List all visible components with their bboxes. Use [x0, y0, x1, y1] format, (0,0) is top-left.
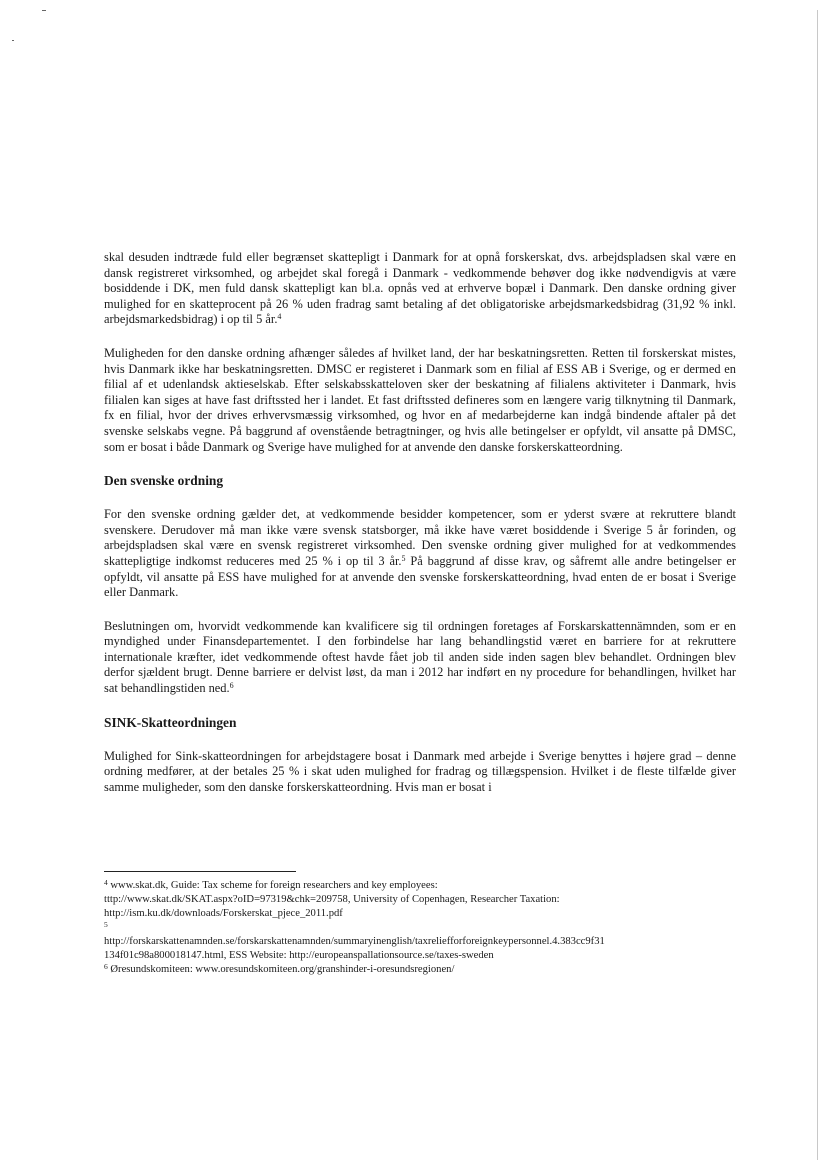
heading-sink-skatteordningen: SINK-Skatteordningen [104, 714, 237, 730]
footnote-5-link[interactable]: 134f01c98a800018147.html, ESS Website: http://europeanspallationsource.se/taxes-sweden [104, 950, 494, 961]
heading-den-svenske-ordning: Den svenske ordning [104, 473, 224, 489]
footnote-6 [104, 963, 754, 977]
page-edge [817, 10, 818, 1160]
body-text [104, 250, 736, 813]
footnote-ref-6: 6 [229, 681, 234, 691]
paragraph-forskarskattennamnden [104, 619, 736, 697]
footnote-number: 4 [104, 878, 108, 887]
paragraph-sink: Mulighed for Sink-skatteordningen for arbejdstagere bosat i Danmark med arbejde i Sverige benyttes i højere grad – denne ordning medfører, at der betales 25 % i skat uden mulighed for fradrag og tillægspension. Hvilket i de fleste tilfælde giver samme muligheder, som den danske forskerskatteordning. Hvis man er bosat i [104, 748, 736, 794]
footnote-ref-5: 5 [401, 553, 406, 563]
paragraph-text: På baggrund af disse krav, og såfremt alle andre betingelser er opfyldt, vil ansatte på ESS have mulighed for at anvende den svenske forskerskatteordning, hvad enten de er bosat i Sverige eller Danmark. [104, 553, 736, 600]
footnote-5 [104, 921, 754, 935]
paragraph-text: skal desuden indtræde fuld eller begrænset skattepligt i Danmark for at opnå forskerskat, dvs. arbejdspladsen skal være en dansk registreret virksomhed, og arbejdet skal foregå i Danmark - vedkommende behøver dog ikke nødvendigvis at være bosiddende i DK, men fuld dansk skattepligt kan bl.a. opnås ved at erhverve bopæl i Danmark. Den danske ordning giver mulighed for en skatteprocent på 26 % uden fradrag samt betaling af det obligatoriske arbejdsmarkedsbidrag (31,92 % inkl. arbejdsmarkedsbidrag) i op til 5 år. [104, 250, 736, 327]
footnotes [104, 879, 754, 977]
footnote-text: Øresundskomiteen: www.oresundskomiteen.org/granshinder-i-oresundsregionen/ [107, 964, 455, 975]
scan-mark [12, 40, 14, 41]
footnote-ref-4: 4 [277, 312, 282, 322]
paragraph-beskatningsret: Muligheden for den danske ordning afhænger således af hvilket land, der har beskatningsretten. Retten til forskerskat mistes, hvis Danmark ikke har beskatningsretten. DMSC er registeret i Danmark som en filial af ESS AB i Sverige, og er dermed en filial af et udenlandsk aktieselskab. Efter selskabsskatteloven sker der beskatning af filialens aktiviteter i Danmark, hvis filialen kan siges at have fast driftssted her i landet. Et fast driftssted defineres som en længere varig tilknytning til Danmark, fx en filial, hvor der drives erhvervsmæssig virksomhed, og hvor en af medarbejderne kan indgå bindende aftaler på det svenske selskabs vegne. På baggrund af ovenstående betragtninger, og hvis alle betingelser er opfyldt, vil ansatte på DMSC, som er bosat i både Danmark og Sverige have mulighed for at anvende den danske forskerskatteordning. [104, 345, 736, 454]
footnote-4-link[interactable]: http://ism.ku.dk/downloads/Forskerskat_pjece_2011.pdf [104, 908, 343, 919]
footnote-4-link[interactable]: tttp://www.skat.dk/SKAT.aspx?oID=97319&chk=209758, University of Copenhagen, Researcher Taxation: [104, 894, 560, 905]
footnote-text: www.skat.dk, Guide: Tax scheme for foreign researchers and key employees: [107, 880, 438, 891]
scan-mark [42, 10, 46, 11]
footnote-separator [104, 871, 296, 872]
footnote-number: 5 [104, 920, 108, 929]
paragraph-text: Beslutningen om, hvorvidt vedkommende kan kvalificere sig til ordningen foretages af Forskarskattennämnden, som er en myndighed under Finansdepartementet. I den forbindelse har lang behandlingstid været en barriere for at rekruttere internationale kræfter, idet vedkommende oftest havde fået job til anden side inden sagen blev behandlet. Ordningen blev derfor sjældent brugt. Denne barriere er delvist løst, da man i 2012 har indført en ny procedure for behandlingen, hvilket har sat behandlingstiden ned. [104, 618, 736, 696]
footnote-4 [104, 879, 754, 893]
footnote-5-link[interactable]: http://forskarskattenamnden.se/forskarskattenamnden/summaryinenglish/taxreliefforforeignkeypersonnel.4.383cc9f31 [104, 936, 605, 947]
footnote-number: 6 [104, 962, 108, 971]
paragraph-svensk-ordning [104, 507, 736, 601]
paragraph-forskerskat-intro [104, 250, 736, 328]
paragraph-text: For den svenske ordning gælder det, at vedkommende besidder kompetencer, som er yderst svære at rekruttere blandt svenskere. Derudover må man ikke være svensk statsborger, må ikke have været bosiddende i Sverige 5 år forinden, og arbejdspladsen skal være en svensk registreret virksomhed. Den svenske ordning giver mulighed for at vedkommendes skattepligtige indkomst reduceres med 25 % i op til 3 år. [104, 507, 736, 568]
